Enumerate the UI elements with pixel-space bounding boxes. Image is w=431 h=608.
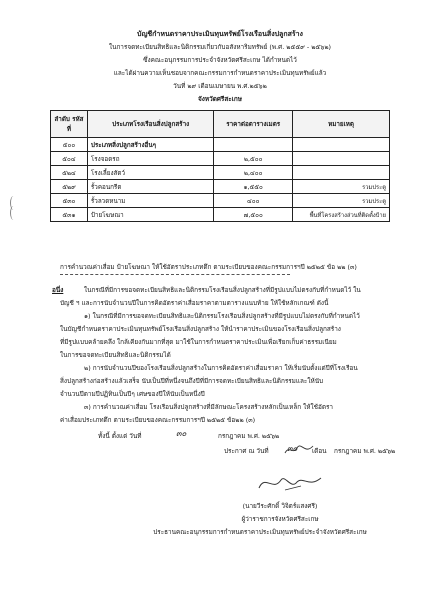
cell-name: โรงจอดรถ bbox=[87, 152, 213, 166]
handwritten-signature-mark bbox=[283, 443, 315, 457]
price-table bbox=[50, 110, 390, 222]
signer-position: ผู้ว่าราชการจังหวัดศรีสะเกษ bbox=[241, 515, 319, 523]
note-line: ในบัญชีกำหนดราคาประเมินทุนทรัพย์โรงเรือนสิ่งปลูกสร้าง ให้นำราคาประเมินของโรงเรือนสิ่งปลูกสร้าง bbox=[60, 325, 341, 333]
col-header-code: ลำดับ รหัสที่ bbox=[51, 111, 88, 138]
cell-note: รวมประตู bbox=[293, 180, 390, 194]
note-label: อนึ่ง bbox=[52, 286, 64, 294]
note-line: ในกรณีที่มีการขอจดทะเบียนสิทธิและนิติกรรมโรงเรือนสิ่งปลูกสร้างที่มีรูปแบบไม่ตรงกับที่กำหนดไว้ ใน bbox=[84, 286, 361, 294]
header-province: จังหวัดศรีสะเกษ bbox=[198, 95, 242, 103]
note-line: ๒) การนับจำนวนปีของโรงเรือนสิ่งปลูกสร้างในการคิดอัตราค่าเสื่อมราคา ให้เริ่มนับตั้งแต่ปีที่โรงเรือน bbox=[84, 364, 358, 372]
col-header-name: ประเภทโรงเรือนสิ่งปลูกสร้าง bbox=[87, 111, 213, 138]
table-row bbox=[51, 180, 390, 194]
note-line: ๑) ในกรณีที่มีการขอจดทะเบียนสิทธิและนิติกรรมโรงเรือนสิ่งปลูกสร้างที่มีรูปแบบไม่ตรงกับที่กำหนดไว้ bbox=[84, 312, 360, 320]
cell-name: โรงเลี้ยงสัตว์ bbox=[87, 166, 213, 180]
note-line: จำนวนปีตามปีปฏิทินเป็นปีๆ เศษของปีให้นับเป็นหนึ่งปี bbox=[60, 390, 205, 398]
table-row bbox=[51, 208, 390, 222]
cell-name: รั้วคอนกรีต bbox=[87, 180, 213, 194]
table-row bbox=[51, 166, 390, 180]
header-line-3: ซึ่งคณะอนุกรรมการประจำจังหวัดศรีสะเกษ ได้กำหนดไว้ bbox=[143, 56, 297, 64]
cell-note bbox=[293, 166, 390, 180]
note-line: ในการขอจดทะเบียนสิทธิและนิติกรรมได้ bbox=[60, 351, 171, 359]
table-header-row bbox=[51, 111, 390, 138]
note-line: สิ่งปลูกสร้างก่อสร้างแล้วเสร็จ นับเป็นปีที่หนึ่งจนถึงปีที่มีการจดทะเบียนสิทธิและนิติกรรมและให้นับ bbox=[60, 377, 324, 385]
effective-day: ๓๐ bbox=[176, 429, 187, 438]
table-row bbox=[51, 138, 390, 152]
announced-day: ๓๐ bbox=[287, 444, 298, 453]
note-line: ที่มีรูปแบบคล้ายคลึง ใกล้เคียงกันมากที่สุด มาใช้ในการกำหนดราคาประเมินเพื่อเรียกเก็บค่าธรรมเนียม bbox=[60, 338, 337, 346]
col-header-note: หมายเหตุ bbox=[293, 111, 390, 138]
announced-month-label: เดือน bbox=[312, 447, 327, 455]
cell-price: ๔๐๐ bbox=[214, 194, 293, 208]
header-line-2: ในการจดทะเบียนสิทธิและนิติกรรมเกี่ยวกับอสังหาริมทรัพย์ (พ.ศ. ๒๕๕๙ - ๒๕๖๒) bbox=[108, 43, 332, 51]
cell-code: ๕๒๙ bbox=[51, 180, 88, 194]
note-line: ๓) การคำนวณค่าเสื่อม โรงเรือนสิ่งปลูกสร้างที่มีลักษณะโครงสร้างหลักเป็นเหล็ก ให้ใช้อัตรา bbox=[84, 403, 333, 411]
punch-hole-mark bbox=[10, 206, 17, 220]
depreciation-footnote: การคำนวณค่าเสื่อม ป้ายโฆษณา ให้ใช้อัตราประเภทตึก ตามระเบียบของคณะกรรมการฯปี ๒๕๒๕ ข้อ ๒๒ (๓) bbox=[60, 263, 357, 271]
cell-price: ๒,๕๐๐ bbox=[214, 152, 293, 166]
header-date: วันที่ ๒๙ เดือนเมษายน พ.ศ.๒๕๖๒ bbox=[173, 82, 267, 90]
cell-price: ๗,๕๐๐ bbox=[214, 208, 293, 222]
cell-code: ๕๒๔ bbox=[51, 166, 88, 180]
note-line: บัญชี ฯ และการนับจำนวนปีในการคิดอัตราค่าเสื่อมราคาตามตารางแนบท้าย ให้ใช้หลักเกณฑ์ ดังนี้ bbox=[60, 299, 329, 307]
col-header-price: ราคาต่อตารางเมตร bbox=[214, 111, 293, 138]
header-line-4: และได้ผ่านความเห็นชอบจากคณะกรรมการกำหนดราคาประเมินทุนทรัพย์แล้ว bbox=[113, 69, 327, 77]
cell-name: ประเภทสิ่งปลูกสร้างอื่นๆ bbox=[87, 138, 213, 152]
signature-image bbox=[255, 470, 325, 496]
cell-code: ๕๐๐ bbox=[51, 138, 88, 152]
cell-price: ๒,๔๐๐ bbox=[214, 166, 293, 180]
cell-code: ๕๓๑ bbox=[51, 208, 88, 222]
cell-name: รั้วลวดหนาม bbox=[87, 194, 213, 208]
table-row bbox=[51, 152, 390, 166]
announced-prefix: ประกาศ ณ วันที่ bbox=[224, 447, 269, 455]
announced-suffix: กรกฎาคม พ.ศ. ๒๕๖๒ bbox=[334, 447, 396, 455]
effective-suffix: กรกฎาคม พ.ศ. ๒๕๖๒ bbox=[218, 432, 280, 440]
signer-name: (นายวีระศักดิ์ วิจิตร์แสงศรี) bbox=[242, 502, 318, 510]
signer-role: ประธานคณะอนุกรรมการกำหนดราคาประเมินทุนทรัพย์ประจำจังหวัดศรีสะเกษ bbox=[153, 528, 367, 536]
cell-price: ๑,๕๕๐ bbox=[214, 180, 293, 194]
document-title: บัญชีกำหนดราคาประเมินทุนทรัพย์โรงเรือนสิ่งปลูกสร้าง bbox=[137, 30, 303, 38]
table-row bbox=[51, 194, 390, 208]
cell-price bbox=[214, 138, 293, 152]
cell-note: พื้นที่โครงสร้างส่วนที่ติดตั้งป้าย bbox=[293, 208, 390, 222]
cell-name: ป้ายโฆษณา bbox=[87, 208, 213, 222]
effective-prefix: ทั้งนี้ ตั้งแต่ วันที่ bbox=[98, 432, 142, 440]
cell-note: รวมประตู bbox=[293, 194, 390, 208]
divider-line bbox=[60, 274, 290, 275]
cell-code: ๕๓๐ bbox=[51, 194, 88, 208]
cell-code: ๕๐๔ bbox=[51, 152, 88, 166]
cell-note bbox=[293, 152, 390, 166]
cell-note bbox=[293, 138, 390, 152]
note-line: ค่าเสื่อมประเภทตึก ตามระเบียบของคณะกรรมการฯปี ๒๕๒๕ ข้อ๒๒ (๓) bbox=[60, 416, 256, 424]
